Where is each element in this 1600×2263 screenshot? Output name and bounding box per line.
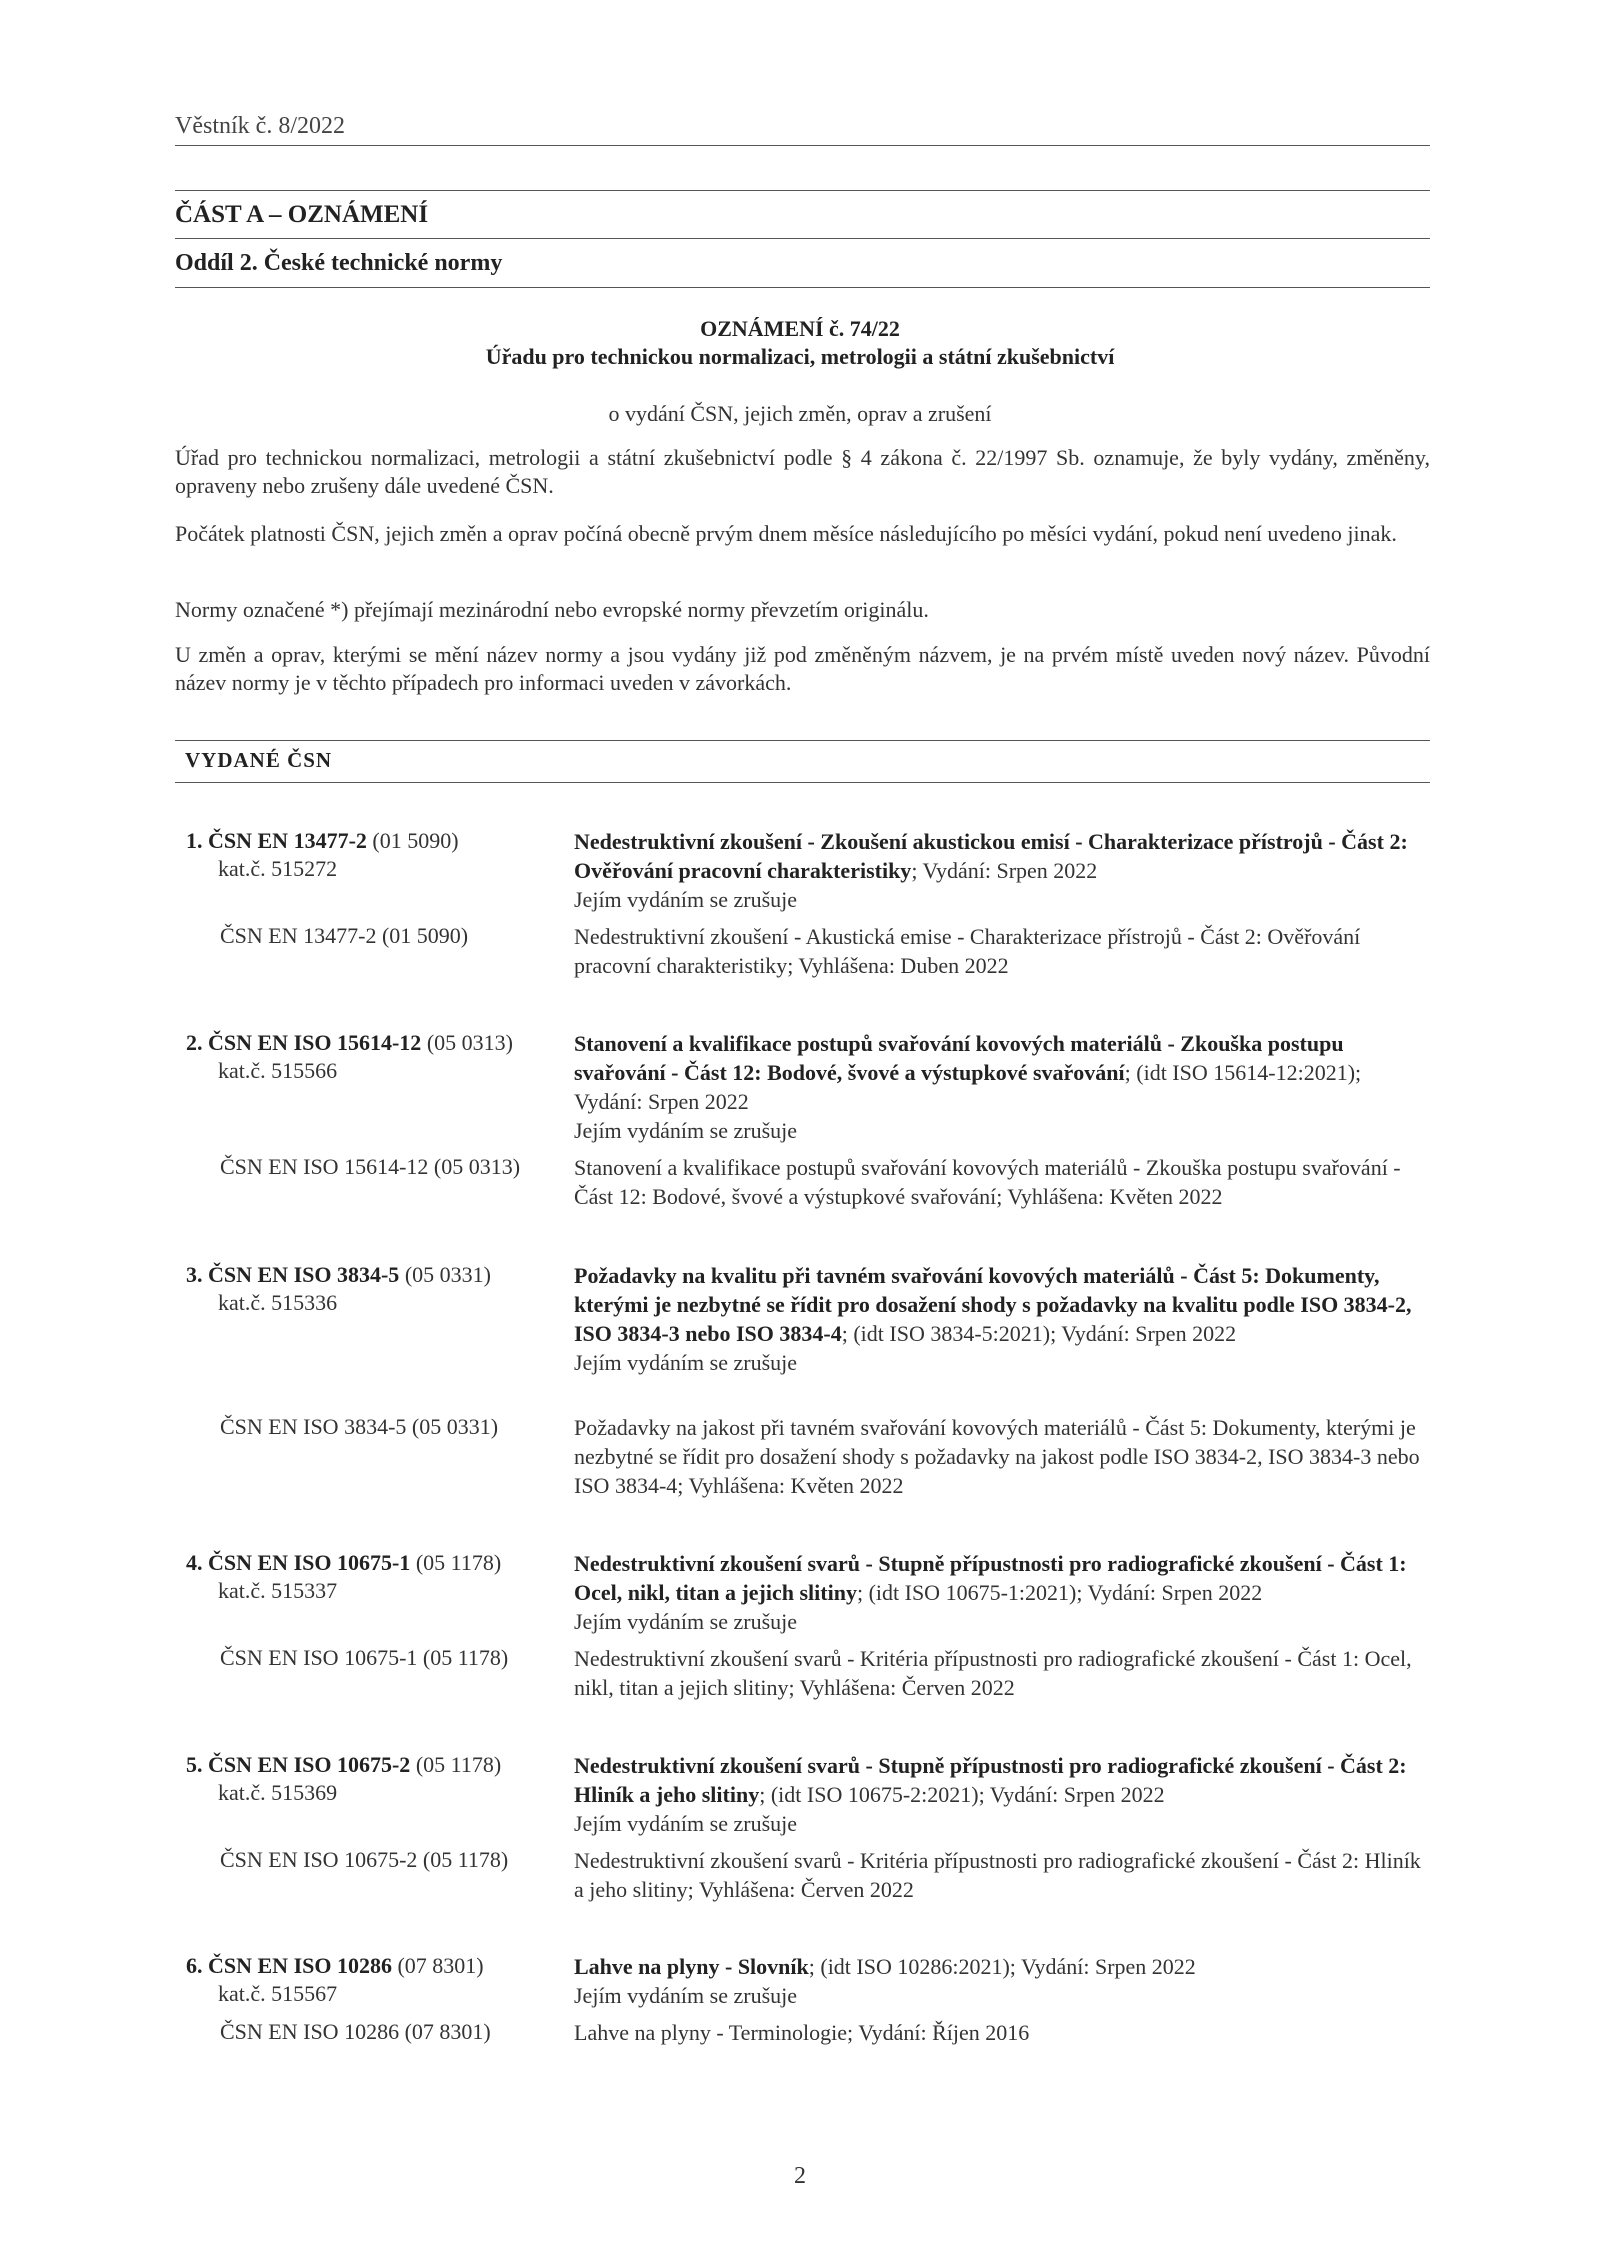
divider (175, 145, 1430, 146)
bulletin-header: Věstník č. 8/2022 (175, 113, 345, 139)
standard-title: Požadavky na kvalitu při tavném svařování kovových materiálů - Část 5: Dokumenty, kterými je nezbytné se řídit pro dosažení shody s požadavky na kvalitu podle ISO 3834-2, ISO 3834-3 nebo ISO 3834-4 (574, 1263, 1412, 1346)
replaced-standard-number: ČSN EN 13477-2 (01 5090) (220, 923, 469, 948)
replaced-standard-text: Nedestruktivní zkoušení - Akustická emise - Charakterizace přístrojů - Část 2: Ověřování pracovní charakteristiky; Vyhlášena: Duben 2022 (574, 924, 1361, 978)
standard-id (186, 1751, 501, 1807)
intro-paragraph: U změn a oprav, kterými se mění název normy a jsou vydány již pod změněným názvem, je na prvém místě uveden nový název. Původní název normy je v těchto případech pro informaci uveden v závorkách. (175, 642, 1430, 695)
replaced-standard-text: Lahve na plyny - Terminologie; Vydání: Říjen 2016 (574, 2020, 1030, 2045)
divider (175, 782, 1430, 783)
standard-id (186, 1029, 513, 1085)
standard-title: Lahve na plyny - Slovník (574, 1954, 809, 1979)
notice-subject: o vydání ČSN, jejich změn, oprav a zrušení (608, 401, 992, 426)
page-number: 2 (794, 2163, 806, 2189)
standard-number: 4. ČSN EN ISO 10675-1 (186, 1550, 411, 1575)
catalog-number: kat.č. 515336 (218, 1290, 338, 1315)
replacement-note: Jejím vydáním se zrušuje (574, 1609, 798, 1634)
replacement-note: Jejím vydáním se zrušuje (574, 1118, 798, 1143)
class-code: (05 1178) (415, 1752, 502, 1777)
standard-id (186, 1952, 484, 2008)
class-code: (05 1178) (415, 1550, 502, 1575)
standard-title: Nedestruktivní zkoušení - Zkoušení akustickou emisí - Charakterizace přístrojů - Část 2: Ověřování pracovní charakteristiky (574, 829, 1408, 883)
replaced-standard-number: ČSN EN ISO 10675-1 (05 1178) (220, 1645, 509, 1670)
section-title: Oddíl 2. České technické normy (175, 250, 503, 276)
standard-details: ; Vydání: Srpen 2022 (911, 858, 1098, 883)
standard-description (574, 1751, 1424, 1838)
standard-details: ; (idt ISO 10675-1:2021); Vydání: Srpen 2022 (856, 1580, 1263, 1605)
catalog-number: kat.č. 515567 (218, 1981, 338, 2006)
standard-description (574, 1549, 1424, 1636)
standard-number: 5. ČSN EN ISO 10675-2 (186, 1752, 411, 1777)
replacement-note: Jejím vydáním se zrušuje (574, 887, 798, 912)
standard-title: Stanovení a kvalifikace postupů svařování kovových materiálů - Zkouška postupu svařování - Část 12: Bodové, švové a výstupkové svařování (574, 1031, 1344, 1085)
standard-details: ; (idt ISO 10675-2:2021); Vydání: Srpen 2022 (759, 1782, 1165, 1807)
class-code: (07 8301) (397, 1953, 484, 1978)
standard-number: 3. ČSN EN ISO 3834-5 (186, 1262, 400, 1287)
divider (175, 190, 1430, 191)
class-code: (05 0331) (404, 1262, 491, 1287)
replacement-note: Jejím vydáním se zrušuje (574, 1811, 798, 1836)
catalog-number: kat.č. 515272 (218, 856, 338, 881)
standard-description (574, 1952, 1424, 2010)
divider (175, 740, 1430, 741)
replaced-standard-text: Nedestruktivní zkoušení svarů - Kritéria přípustnosti pro radiografické zkoušení - Část 1: Ocel, nikl, titan a jejich slitiny; Vyhlášena: Červen 2022 (574, 1646, 1412, 1700)
standard-details: ; (idt ISO 15614-12:2021); Vydání: Srpen 2022 (574, 1060, 1362, 1114)
replaced-standard-text: Nedestruktivní zkoušení svarů - Kritéria přípustnosti pro radiografické zkoušení - Část 2: Hliník a jeho slitiny; Vyhlášena: Červen 2022 (574, 1848, 1421, 1902)
standard-number: 1. ČSN EN 13477-2 (186, 828, 367, 853)
notice-number: OZNÁMENÍ č. 74/22 (700, 316, 900, 341)
standard-description (574, 827, 1424, 914)
replaced-standard-text: Stanovení a kvalifikace postupů svařování kovových materiálů - Zkouška postupu svařování - Část 12: Bodové, švové a výstupkové svařování; Vyhlášena: Květen 2022 (574, 1155, 1401, 1209)
standard-title: Nedestruktivní zkoušení svarů - Stupně přípustnosti pro radiografické zkoušení - Část 2: Hliník a jeho slitiny (574, 1753, 1407, 1807)
standard-id (186, 827, 459, 883)
catalog-number: kat.č. 515566 (218, 1058, 338, 1083)
class-code: (05 0313) (426, 1030, 513, 1055)
standard-id (186, 1261, 491, 1317)
replacement-note: Jejím vydáním se zrušuje (574, 1983, 798, 2008)
intro-paragraph: Počátek platnosti ČSN, jejich změn a oprav počíná obecně prvým dnem měsíce následujícího po měsíci vydání, pokud není uvedeno jinak. (175, 521, 1397, 546)
standard-number: 6. ČSN EN ISO 10286 (186, 1953, 392, 1978)
standard-number: 2. ČSN EN ISO 15614-12 (186, 1030, 422, 1055)
notice-issuer: Úřadu pro technickou normalizaci, metrologii a státní zkušebnictví (485, 344, 1115, 369)
standard-description (574, 1029, 1424, 1145)
standard-id (186, 1549, 501, 1605)
standard-description (574, 1261, 1424, 1377)
standard-details: ; (idt ISO 3834-5:2021); Vydání: Srpen 2022 (841, 1321, 1237, 1346)
list-heading: VYDANÉ ČSN (185, 748, 333, 772)
replaced-standard-number: ČSN EN ISO 15614-12 (05 0313) (220, 1154, 521, 1179)
catalog-number: kat.č. 515369 (218, 1780, 338, 1805)
divider (175, 238, 1430, 239)
divider (175, 287, 1430, 288)
replaced-standard-number: ČSN EN ISO 10286 (07 8301) (220, 2019, 491, 2044)
class-code: (01 5090) (372, 828, 459, 853)
catalog-number: kat.č. 515337 (218, 1578, 338, 1603)
intro-paragraph: Úřad pro technickou normalizaci, metrologii a státní zkušebnictví podle § 4 zákona č. 22/1997 Sb. oznamuje, že byly vydány, změněny, opraveny nebo zrušeny dále uvedené ČSN. (175, 445, 1430, 498)
replaced-standard-number: ČSN EN ISO 10675-2 (05 1178) (220, 1847, 509, 1872)
standard-title: Nedestruktivní zkoušení svarů - Stupně přípustnosti pro radiografické zkoušení - Část 1: Ocel, nikl, titan a jejich slitiny (574, 1551, 1407, 1605)
replaced-standard-text: Požadavky na jakost při tavném svařování kovových materiálů - Část 5: Dokumenty, kterými je nezbytné se řídit pro dosažení shody s požadavky na jakost podle ISO 3834-2, ISO 3834-3 nebo ISO 3834-4; Vyhlášena: Květen 2022 (574, 1415, 1420, 1498)
replaced-standard-number: ČSN EN ISO 3834-5 (05 0331) (220, 1414, 499, 1439)
intro-paragraph: Normy označené *) přejímají mezinárodní nebo evropské normy převzetím originálu. (175, 597, 929, 622)
standard-details: ; (idt ISO 10286:2021); Vydání: Srpen 2022 (808, 1954, 1196, 1979)
replacement-note: Jejím vydáním se zrušuje (574, 1350, 798, 1375)
part-title: ČÁST A – OZNÁMENÍ (175, 201, 429, 228)
